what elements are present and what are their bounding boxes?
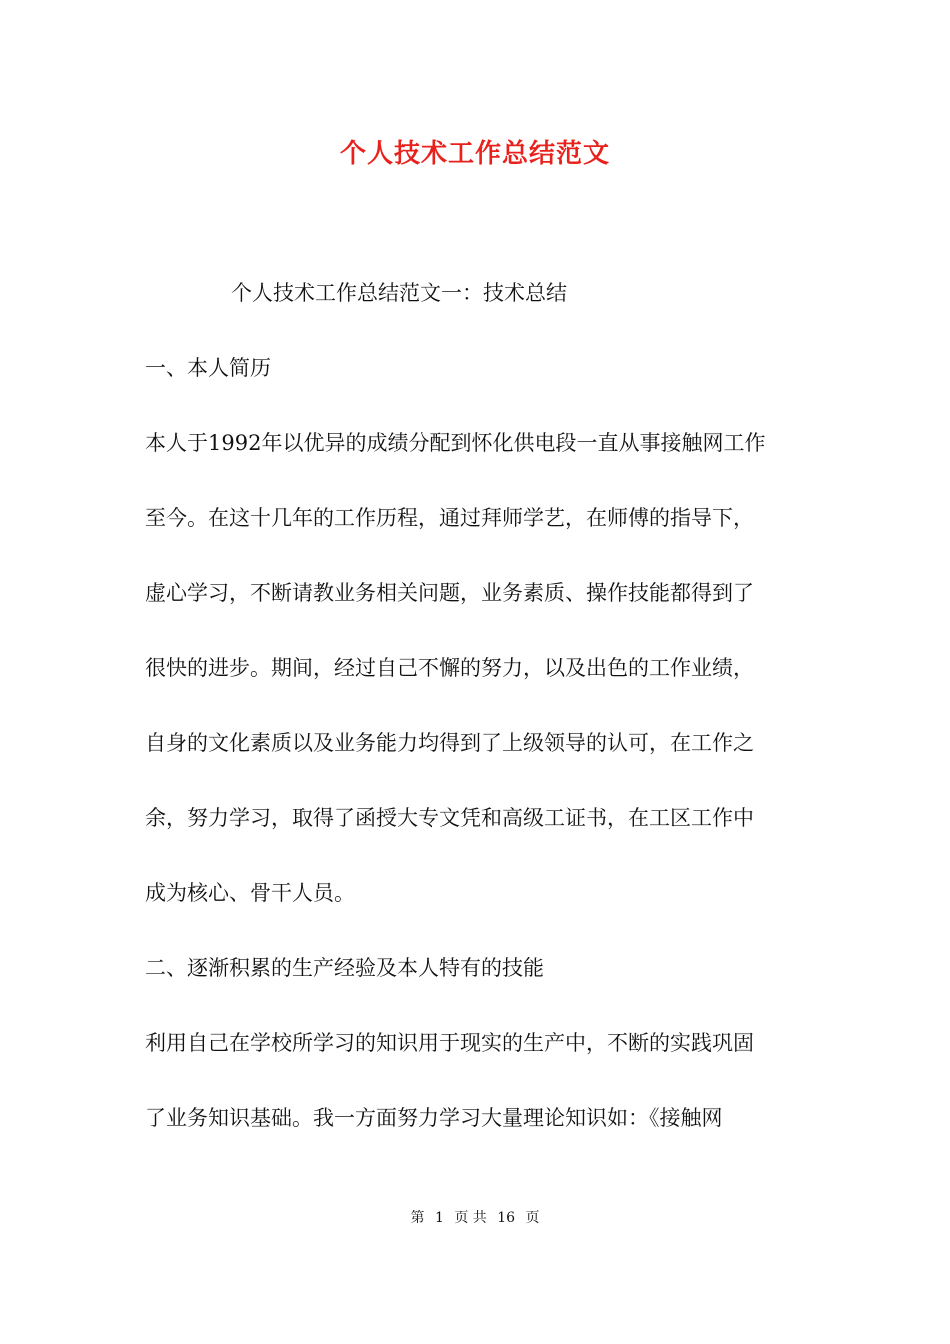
- footer-page-number: 1: [434, 1210, 444, 1226]
- paragraph-line: 虚心学习，不断请教业务相关问题，业务素质、操作技能都得到了: [145, 581, 754, 605]
- footer-suffix: 页: [525, 1210, 540, 1226]
- document-title: 个人技术工作总结范文: [339, 139, 610, 169]
- paragraph-line: 本人于1992年以优异的成绩分配到怀化供电段一直从事接触网工作: [145, 431, 766, 455]
- paragraph-line: 至今。在这十几年的工作历程，通过拜师学艺，在师傅的指导下，: [145, 506, 754, 530]
- document-subtitle: 个人技术工作总结范文一：技术总结: [231, 281, 567, 305]
- footer-prefix: 第: [410, 1210, 425, 1226]
- page-footer: [0, 1208, 950, 1228]
- paragraph-line: 自身的文化素质以及业务能力均得到了上级领导的认可，在工作之: [145, 731, 754, 755]
- footer-total-pages: 16: [497, 1210, 516, 1226]
- section-heading-2: 二、逐渐积累的生产经验及本人特有的技能: [145, 956, 544, 980]
- footer-middle: 页 共: [454, 1210, 487, 1226]
- paragraph-line: 很快的进步。期间，经过自己不懈的努力，以及出色的工作业绩，: [145, 656, 754, 680]
- paragraph-line: 余，努力学习，取得了函授大专文凭和高级工证书，在工区工作中: [145, 806, 754, 830]
- paragraph-line: 了业务知识基础。我一方面努力学习大量理论知识如：《接触网: [145, 1106, 723, 1130]
- paragraph-line: 成为核心、骨干人员。: [145, 881, 355, 905]
- paragraph-line: 利用自己在学校所学习的知识用于现实的生产中，不断的实践巩固: [145, 1031, 754, 1055]
- section-heading-1: 一、本人简历: [145, 356, 271, 380]
